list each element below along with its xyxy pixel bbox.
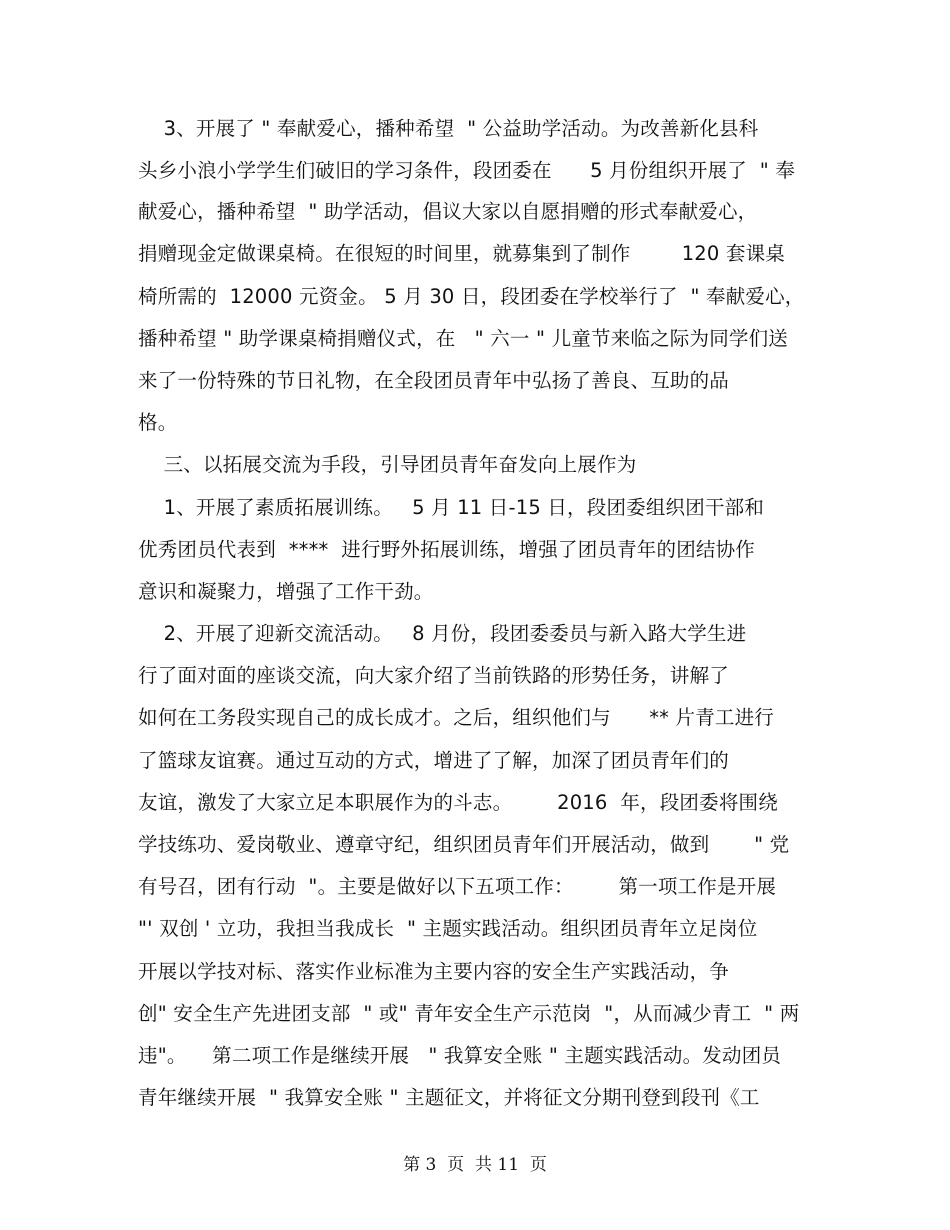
paragraph-line: 如何在工务段实现自己的成长成才。之后，组织他们与 ** 片青工进行 — [138, 706, 774, 729]
paragraph-line: 头乡小浪小学学生们破旧的学习条件，段团委在 5 月份组织开展了 " 奉 — [138, 159, 796, 182]
paragraph-line: 意识和凝聚力，增强了工作干劲。 — [138, 580, 434, 603]
paragraph-line: 来了一份特殊的节日礼物，在全段团员青年中弘扬了善良、互助的品 — [138, 369, 730, 392]
paragraph-line: 有号召，团有行动 "。主要是做好以下五项工作： 第一项工作是开展 — [138, 875, 777, 898]
paragraph-line: 创" 安全生产先进团支部 " 或" 青年安全生产示范岗 "，从而减少青工 " 两 — [138, 1002, 800, 1025]
paragraph-line: 1、开展了素质拓展训练。 5 月 11 日-15 日，段团委组织团干部和 — [138, 496, 765, 519]
paragraph-line: 播种希望 " 助学课桌椅捐赠仪式，在 " 六一 " 儿童节来临之际为同学们送 — [138, 327, 788, 350]
paragraph-line: 椅所需的 12000 元资金。 5 月 30 日，段团委在学校举行了 " 奉献爱心， — [138, 285, 805, 308]
paragraph-line: 开展以学技对标、落实作业标准为主要内容的安全生产实践活动，争 — [138, 960, 730, 983]
paragraph-line: 捐赠现金定做课桌椅。在很短的时间里，就募集到了制作 120 套课桌 — [138, 242, 786, 265]
paragraph-line: 优秀团员代表到 **** 进行野外拓展训练，增强了团员青年的团结协作 — [138, 538, 755, 561]
paragraph-line: 行了面对面的座谈交流，向大家介绍了当前铁路的形势任务，讲解了 — [138, 664, 730, 687]
section-heading: 三、以拓展交流为手段，引导团员青年奋发向上展作为 — [138, 453, 637, 476]
paragraph-line: 格。 — [138, 411, 178, 434]
paragraph-line: 青年继续开展 " 我算安全账 " 主题征文，并将征文分期刊登到段刊《工 — [138, 1086, 760, 1109]
paragraph-line: 友谊，激发了大家立足本职展作为的斗志。 2016 年，段团委将围绕 — [138, 791, 778, 814]
page-number-footer: 第 3 页 共 11 页 — [403, 1155, 547, 1175]
paragraph-line: 学技练功、爱岗敬业、遵章守纪，组织团员青年们开展活动，做到 " 党 — [138, 833, 790, 856]
paragraph-line: 献爱心，播种希望 " 助学活动，倡议大家以自愿捐赠的形式奉献爱心， — [138, 200, 758, 223]
paragraph-line: 2、开展了迎新交流活动。 8 月份，段团委委员与新入路大学生进 — [138, 622, 747, 645]
paragraph-line: 违"。 第二项工作是继续开展 " 我算安全账 " 主题实践活动。发动团员 — [138, 1044, 782, 1067]
paragraph-line: 3、开展了 " 奉献爱心，播种希望 " 公益助学活动。为改善新化县科 — [138, 117, 759, 140]
paragraph-line: 了篮球友谊赛。通过互动的方式，增进了了解，加深了团员青年们的 — [138, 749, 730, 772]
paragraph-line: "' 双创 ' 立功，我担当我成长 " 主题实践活动。组织团员青年立足岗位 — [138, 917, 758, 940]
